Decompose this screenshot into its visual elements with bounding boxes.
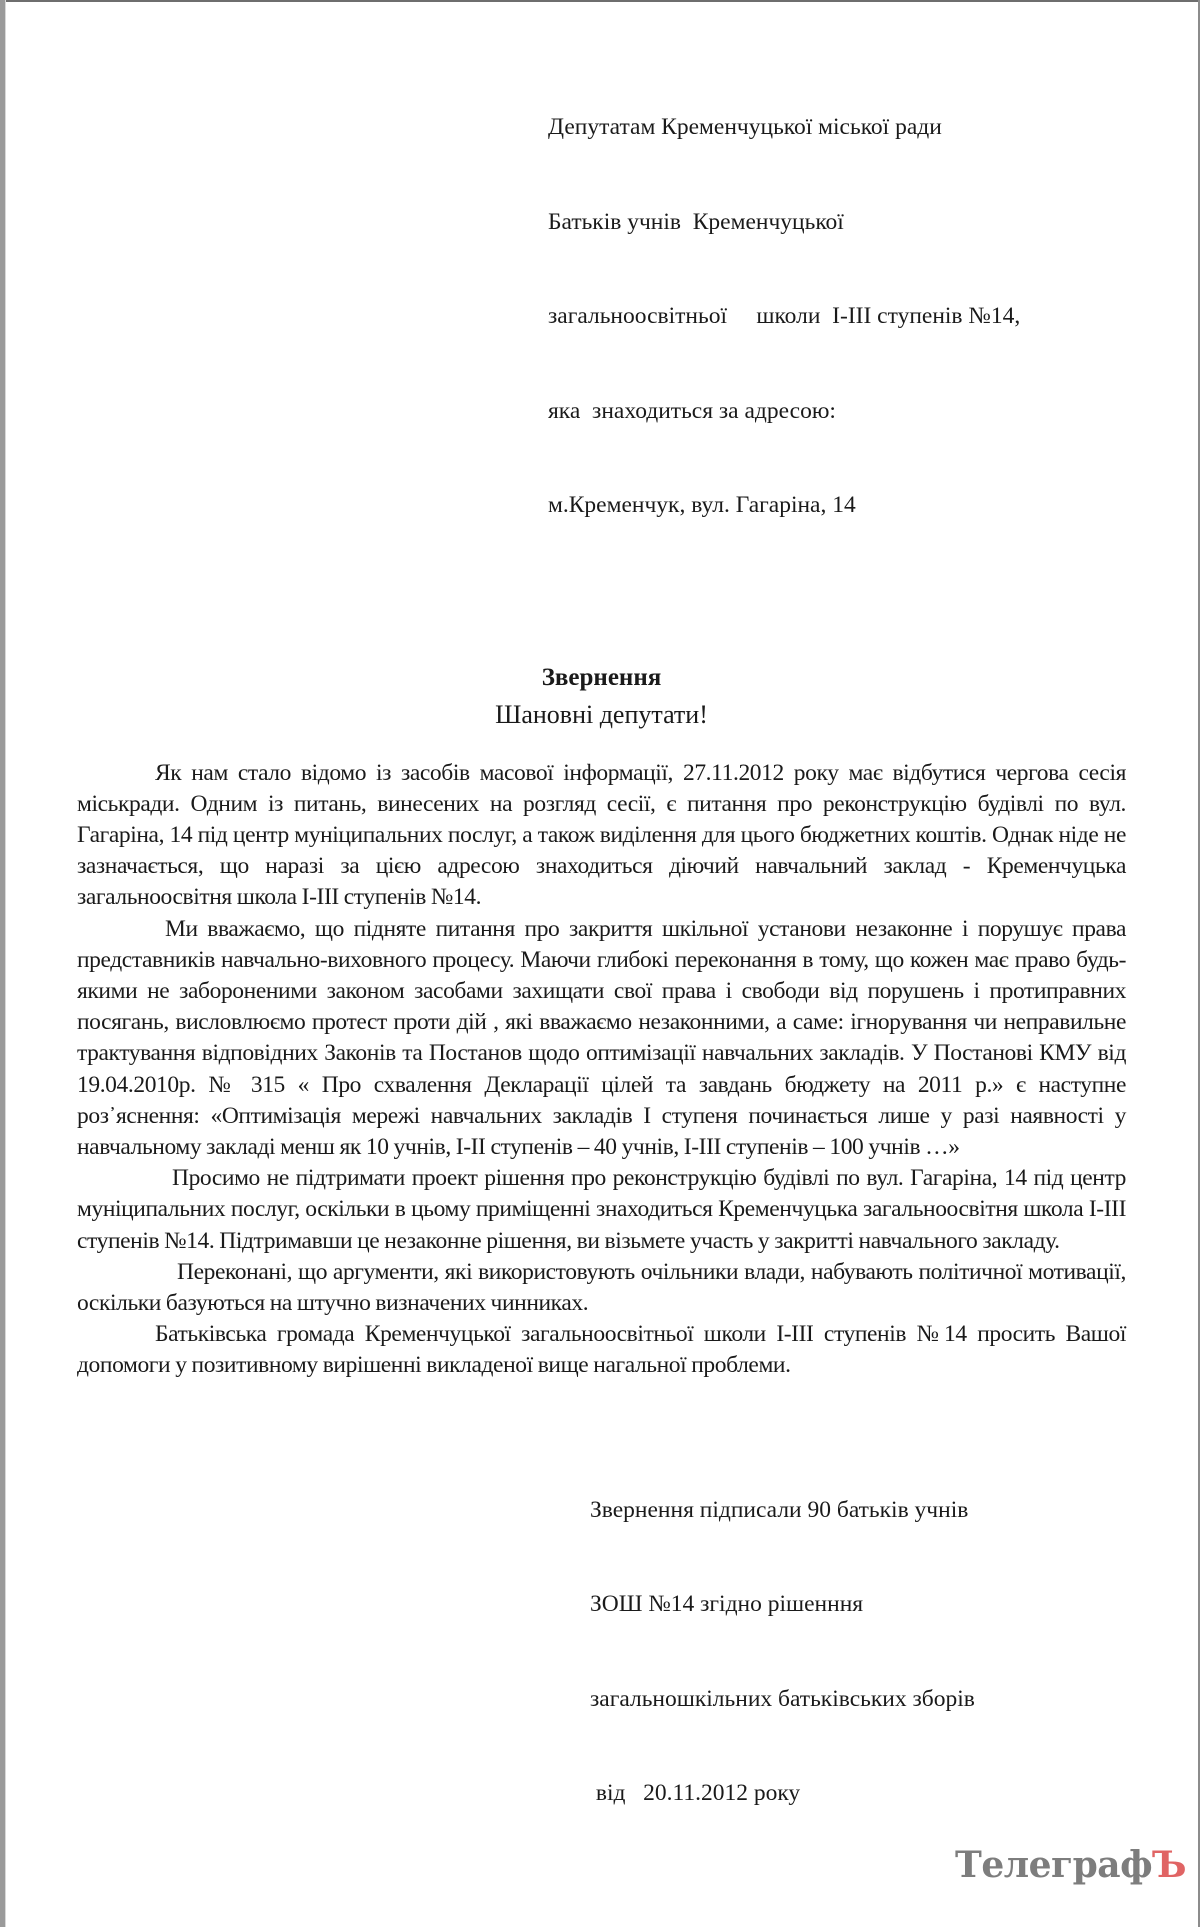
addressee-block <box>548 49 1126 585</box>
addressee-line: Батьків учнів Кременчуцької <box>548 208 844 235</box>
paragraph: Батьківська громада Кременчуцької загальноосвітньої школи І-ІІІ ступенів №14 просить Вашої допомоги у позитивному вирішенні викладеної вище нагальної проблеми. <box>77 1321 1126 1379</box>
signature-line: ЗОШ №14 згідно рішенння <box>590 1591 864 1618</box>
addressee-line: загальноосвітньої школи І-ІІІ ступенів №14, <box>548 303 1021 329</box>
addressee-line: Депутатам Кременчуцької міської ради <box>548 114 942 140</box>
addressee-line: яка знаходиться за адресою: <box>548 397 836 424</box>
letter-body <box>77 758 1126 1382</box>
signature-line: Звернення підписали 90 батьків учнів <box>590 1496 969 1523</box>
paragraph: Як нам стало відомо із засобів масової інформації, 27.11.2012 року має відбутися чергова сесія міськради. Одним із питань, винесених на розгляд сесії, є питання про реконструкцію будівлі по вул. Гагаріна, 14 під центр муніципальних послуг, а також виділення для цього бюджетних коштів. Однак ніде не зазначається, що наразі за цією адресою знаходиться діючий навчальний заклад - Кременчуцька загальноосвітня школа І-ІІІ ступенів №14. <box>77 759 1126 911</box>
addressee-line: м.Кременчук, вул. Гагаріна, 14 <box>548 492 856 518</box>
telegraf-watermark-logo <box>77 1843 1186 1887</box>
footer-area <box>77 1432 1186 1897</box>
watermark-main-text: Телеграф <box>955 1843 1153 1886</box>
signature-line: від 20.11.2012 року <box>590 1780 801 1807</box>
watermark-accent-letter: Ъ <box>1152 1843 1186 1886</box>
paragraph: Просимо не підтримати проект рішення про реконструкцію будівлі по вул. Гагаріна, 14 під центр муніципальних послуг, оскільки в цьому приміщенні знаходиться Кременчуцька загальноосвітня школа І-ІІІ ступенів №14. Підтримавши це незаконне рішення, ви візьмете участь у закритті навчального закладу. <box>77 1165 1126 1254</box>
signature-line: загальношкільних батьківських зборів <box>590 1685 975 1712</box>
document-title: Звернення <box>541 663 662 691</box>
signature-block <box>590 1432 1126 1873</box>
paragraph: Ми вважаємо, що підняте питання про закриття шкільної установи незаконне і порушує права представників навчально-виховного процесу. Маючи глибокі переконання в тому, що кожен має право будь-якими не забороненими законом засобами захищати свої права і свободи від порушень і протиправних посягань, висловлюємо протест проти дій , які вважаємо незаконними, а саме: ігнорування чи неправильне трактування відповідних Законів та Постанов щодо оптимізації навчальних закладів. У Постанові КМУ від 19.04.2010р. № 315 « Про схвалення Декларації цілей та завдань бюджету на 2011 р.» є наступне роз᾿яснення: «Оптимізація мережі навчальних закладів І ступеня починається лише у разі наявності у навчальному закладі менш як 10 учнів, І-ІІ ступенів – 40 учнів, І-ІІІ ступенів – 100 учнів …» <box>77 915 1126 1160</box>
paragraph: Переконані, що аргументи, які використовують очільники влади, набувають політичної мотивації, оскільки базуються на штучно визначених чинниках. <box>77 1258 1126 1316</box>
salutation: Шановні депутати! <box>495 699 708 729</box>
